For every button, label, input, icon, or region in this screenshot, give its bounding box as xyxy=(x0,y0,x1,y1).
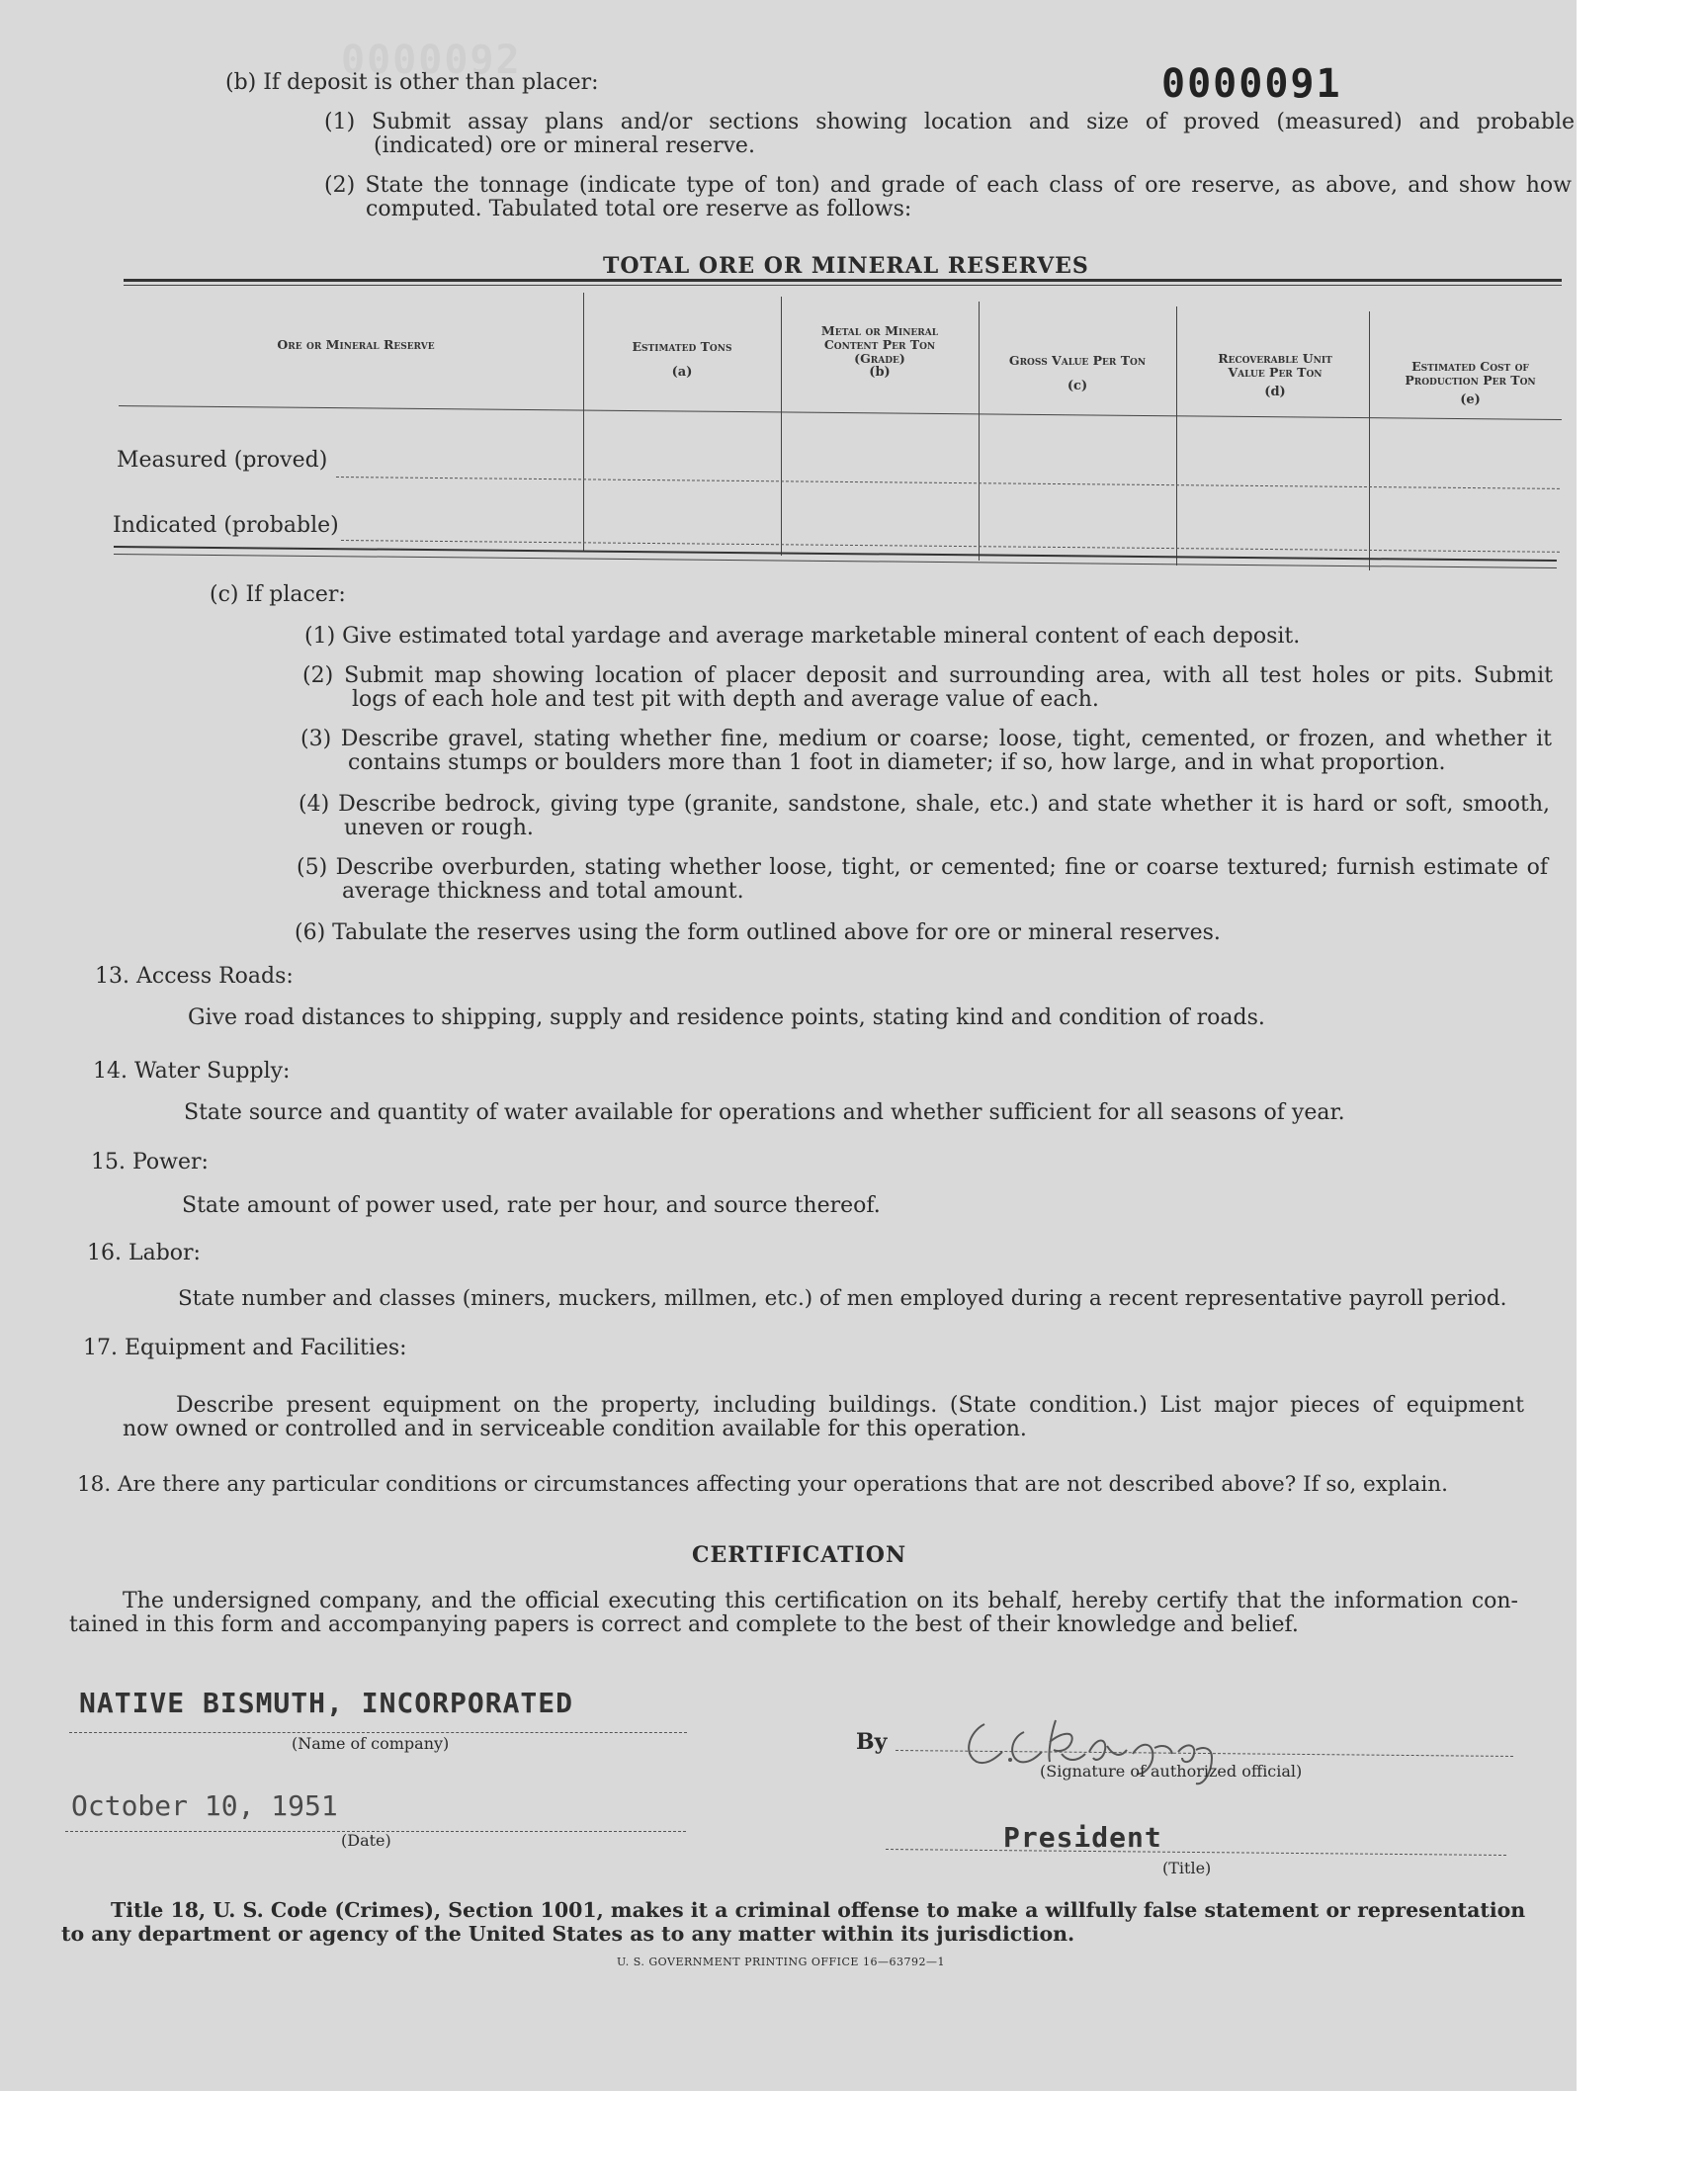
col-header-metal-content: Metal or Mineral Content Per Ton (Grade) (b) xyxy=(820,323,939,380)
date-caption: (Date) xyxy=(341,1831,391,1850)
section-b-item2-line1: (2) State the tonnage (indicate type of ton) and grade of each class of ore reserve, as above, and show how xyxy=(324,173,1572,198)
q17-title: 17. Equipment and Facilities: xyxy=(83,1336,407,1360)
q17-text-line1: Describe present equipment on the property, including buildings. (State condition.) List major pieces of equipment xyxy=(176,1393,1524,1418)
placer-item-3-line2: contains stumps or boulders more than 1 foot in diameter; if so, how large, and in what proportion. xyxy=(348,750,1446,775)
q14-title: 14. Water Supply: xyxy=(93,1059,291,1084)
certification-title: CERTIFICATION xyxy=(692,1542,907,1568)
q15-text: State amount of power used, rate per hour, and source thereof. xyxy=(182,1193,881,1218)
q13-text: Give road distances to shipping, supply and residence points, stating kind and condition of roads. xyxy=(188,1005,1265,1030)
placer-item-4-line2: uneven or rough. xyxy=(344,816,534,840)
section-c-heading: (c) If placer: xyxy=(210,582,346,607)
placer-item-5-line2: average thickness and total amount. xyxy=(342,879,744,904)
col-header-recoverable-value: Recoverable Unit Value Per Ton (d) xyxy=(1218,351,1332,399)
q16-text: State number and classes (miners, muckers, millmen, etc.) of men employed during a recent representative payroll period. xyxy=(178,1286,1507,1311)
certification-line1: The undersigned company, and the official executing this certification on its behalf, hereby certify that the information con- xyxy=(123,1589,1518,1613)
placer-item-3-line1: (3) Describe gravel, stating whether fine, medium or coarse; loose, tight, cemented, or frozen, and whether it xyxy=(300,727,1552,751)
row-measured-proved: Measured (proved) xyxy=(117,448,328,473)
date-value: October 10, 1951 xyxy=(71,1789,338,1822)
placer-item-2-line2: logs of each hole and test pit with depth and average value of each. xyxy=(352,687,1099,712)
company-name-value: NATIVE BISMUTH, INCORPORATED xyxy=(79,1687,574,1719)
q15-title: 15. Power: xyxy=(91,1150,209,1174)
section-b-item2-line2: computed. Tabulated total ore reserve as follows: xyxy=(366,197,912,221)
faint-serial-number: 0000092 xyxy=(341,38,522,83)
col-header-estimated-tons: Estimated Tons (a) xyxy=(632,339,732,380)
legal-warning-line1: Title 18, U. S. Code (Crimes), Section 1001, makes it a criminal offense to make a willfully false statement or representation xyxy=(111,1898,1526,1922)
section-b-item1-line1: (1) Submit assay plans and/or sections showing location and size of proved (measured) and probable xyxy=(324,110,1575,134)
official-title-value: President xyxy=(1003,1821,1162,1854)
q16-title: 16. Labor: xyxy=(87,1241,201,1265)
q14-text: State source and quantity of water available for operations and whether sufficient for all seasons of year. xyxy=(184,1100,1345,1125)
placer-item-4-line1: (4) Describe bedrock, giving type (granite, sandstone, shale, etc.) and state whether it is hard or soft, smooth, xyxy=(299,792,1550,817)
serial-number: 0000091 xyxy=(1161,61,1342,107)
by-label: By xyxy=(856,1729,888,1755)
legal-warning-line2: to any department or agency of the United States as to any matter within its jurisdiction. xyxy=(61,1922,1075,1946)
printer-imprint: U. S. GOVERNMENT PRINTING OFFICE 16—63792—1 xyxy=(617,1956,945,1968)
placer-item-1: (1) Give estimated total yardage and average marketable mineral content of each deposit. xyxy=(304,624,1301,649)
q17-text-line2: now owned or controlled and in serviceable condition available for this operation. xyxy=(123,1417,1027,1441)
row-indicated-probable: Indicated (probable) xyxy=(113,513,339,538)
company-name-caption: (Name of company) xyxy=(292,1734,450,1753)
q13-title: 13. Access Roads: xyxy=(95,964,294,989)
col-header-reserve: Ore or Mineral Reserve xyxy=(277,337,435,352)
col-header-gross-value: Gross Value Per Ton (c) xyxy=(1008,353,1147,393)
signature-caption: (Signature of authorized official) xyxy=(1040,1762,1303,1781)
certification-line2: tained in this form and accompanying papers is correct and complete to the best of their knowledge and belief. xyxy=(69,1612,1299,1637)
reserves-table-title: TOTAL ORE OR MINERAL RESERVES xyxy=(603,253,1089,279)
section-b-item1-line2: (indicated) ore or mineral reserve. xyxy=(374,133,755,158)
section-b-heading: (b) If deposit is other than placer: xyxy=(225,70,599,95)
placer-item-5-line1: (5) Describe overburden, stating whether loose, tight, or cemented; fine or coarse textured; furnish estimate of xyxy=(297,855,1548,880)
q18-text: 18. Are there any particular conditions or circumstances affecting your operations that are not described above? If so, explain. xyxy=(77,1472,1448,1497)
placer-item-6: (6) Tabulate the reserves using the form outlined above for ore or mineral reserves. xyxy=(295,920,1221,945)
official-title-caption: (Title) xyxy=(1162,1859,1212,1877)
placer-item-2-line1: (2) Submit map showing location of placer deposit and surrounding area, with all test holes or pits. Submit xyxy=(302,663,1553,688)
col-header-estimated-cost: Estimated Cost of Production Per Ton (e) xyxy=(1405,359,1536,407)
